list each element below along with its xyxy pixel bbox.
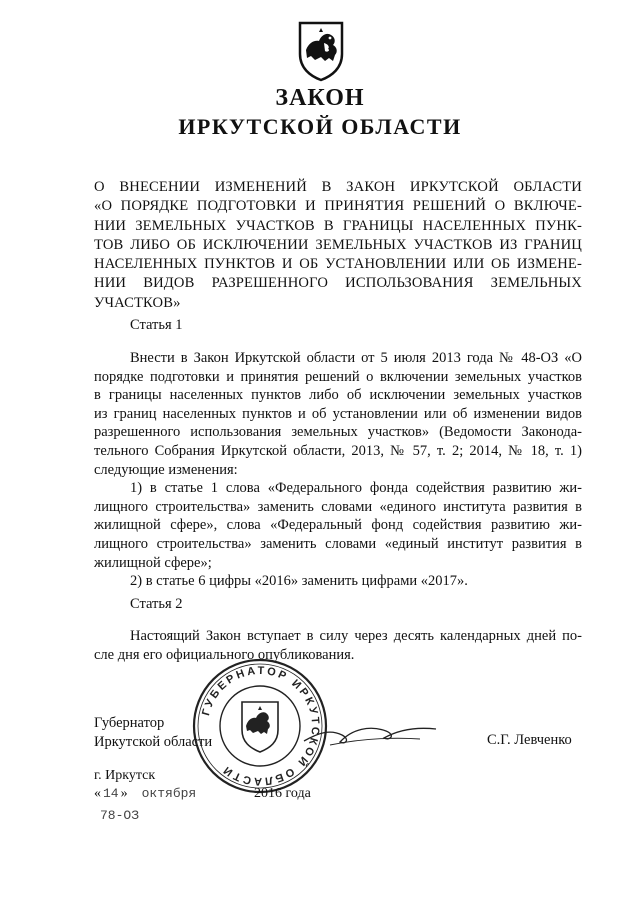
seal-emblem-icon bbox=[242, 702, 278, 752]
document-title: ЗАКОН bbox=[275, 85, 365, 111]
seal-ring-text: ГУБЕРНАТОР ИРКУТСКОЙ ОБЛАСТИ bbox=[200, 664, 322, 788]
text-line: сле дня его официального опубликования. bbox=[94, 646, 355, 663]
date-of-signing bbox=[94, 786, 311, 802]
law-name-line: ТОВ ЛИБО ОБ ИСКЛЮЧЕНИИ ЗЕМЕЛЬНЫХ УЧАСТКОВ ИЗ ГРАНИЦ bbox=[94, 236, 582, 253]
article-1-heading: Статья 1 bbox=[130, 317, 183, 333]
signer-name: С.Г. Левченко bbox=[487, 732, 572, 748]
text-line: Настоящий Закон вступает в силу через десять календарных дней по- bbox=[130, 628, 582, 644]
date-day: 14 bbox=[103, 786, 119, 801]
date-year: 2016 года bbox=[254, 786, 311, 801]
text-line: 1) в статье 1 слова «Федерального фонда содействия развитию жи- bbox=[130, 480, 582, 497]
text-line: лищного строительства» заменить словами «единый институт развития в bbox=[94, 535, 582, 552]
text-line: порядке подготовки и принятия решений о включении земельных участков bbox=[94, 368, 582, 385]
law-name-line: НИИ ВИДОВ РАЗРЕШЕННОГО ИСПОЛЬЗОВАНИЯ ЗЕМЕЛЬНЫХ bbox=[94, 275, 582, 292]
text-line: разрешенного использования земельных участков» (Ведомости Законода- bbox=[94, 424, 582, 441]
article-2-heading: Статья 2 bbox=[130, 596, 183, 612]
text-line: жилищной сфере»; bbox=[94, 554, 212, 571]
date-month: октября bbox=[141, 786, 197, 801]
place-of-signing: г. Иркутск bbox=[94, 768, 156, 783]
text-line: следующие изменения: bbox=[94, 461, 238, 478]
quote-close: » bbox=[120, 786, 128, 801]
text-line: жилищной сфере», слова «Федеральный фонд содействия развитию жи- bbox=[94, 517, 582, 534]
law-name-block bbox=[94, 178, 582, 313]
document-subtitle: ИРКУТСКОЙ ОБЛАСТИ bbox=[178, 114, 462, 139]
handwritten-signature bbox=[300, 715, 440, 755]
quote-open: « bbox=[94, 786, 101, 801]
law-name-line: О ВНЕСЕНИИ ИЗМЕНЕНИЙ В ЗАКОН ИРКУТСКОЙ ОБЛАСТИ bbox=[94, 179, 582, 195]
registration-number: 78-ОЗ bbox=[100, 808, 140, 823]
law-name-line: «О ПОРЯДКЕ ПОДГОТОВКИ И ПРИНЯТИЯ РЕШЕНИЙ О ВКЛЮЧЕ- bbox=[94, 198, 582, 215]
text-line: тельного Собрания Иркутской области, 2013, № 57, т. 2; 2014, № 18, т. 1) bbox=[94, 442, 582, 459]
signer-position-line2: Иркутской области bbox=[94, 734, 213, 750]
text-line: Внести в Закон Иркутской области от 5 июля 2013 года № 48-ОЗ «О bbox=[130, 350, 582, 366]
text-line: 2) в статье 6 цифры «2016» заменить цифрами «2017». bbox=[130, 573, 468, 590]
law-name-line: НИИ ЗЕМЕЛЬНЫХ УЧАСТКОВ В ГРАНИЦЫ НАСЕЛЕННЫХ ПУНК- bbox=[94, 217, 582, 234]
law-name-line: НАСЕЛЕННЫХ ПУНКТОВ И ОБ УСТАНОВЛЕНИИ ИЛИ ОБ ИЗМЕНЕ- bbox=[94, 256, 582, 273]
article-1-text bbox=[94, 349, 582, 591]
text-line: из границ населенных пунктов и об установлении или об изменении видов bbox=[94, 405, 582, 422]
text-line: лищного строительства» заменить словами «единого института развития в bbox=[94, 498, 582, 515]
article-2-text bbox=[94, 627, 582, 664]
coat-of-arms-icon bbox=[297, 20, 345, 82]
text-line: в границы населенных пунктов либо об исключении земельных участков bbox=[94, 387, 582, 404]
law-name-line: УЧАСТКОВ» bbox=[94, 294, 181, 311]
signer-position-line1: Губернатор bbox=[94, 715, 165, 731]
